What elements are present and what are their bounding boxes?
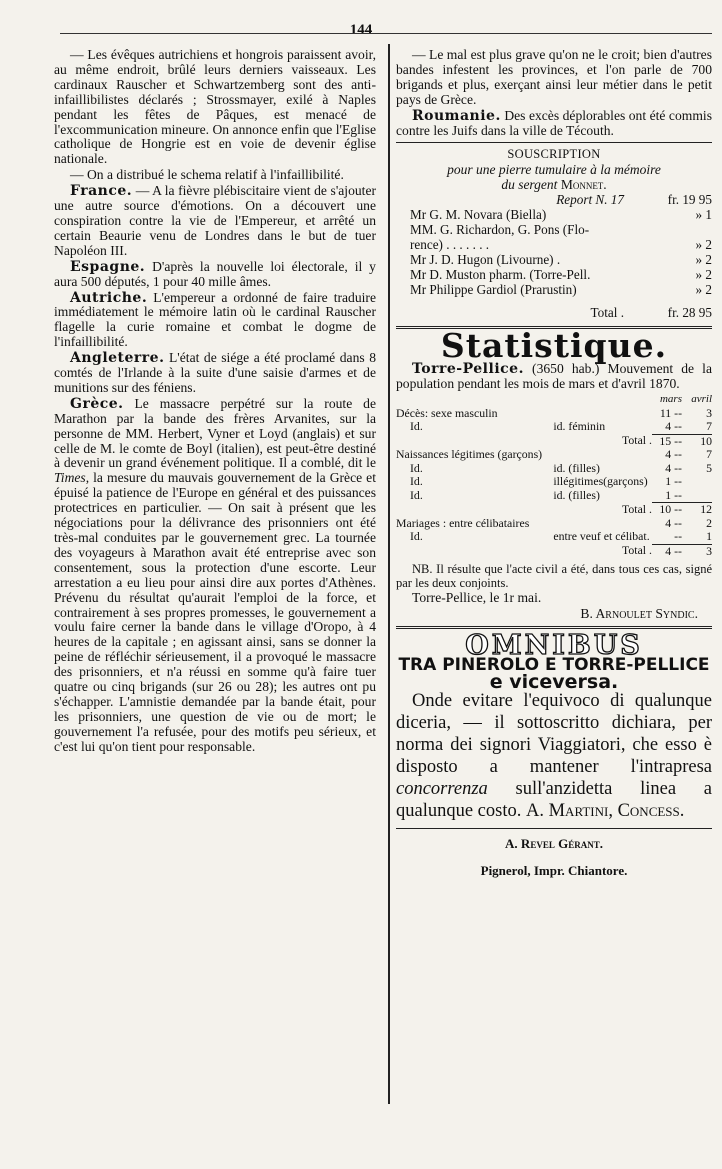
stat-mars-value: -- bbox=[674, 529, 682, 544]
subscription-row bbox=[396, 207, 712, 222]
omnibus-return: e viceversa. bbox=[489, 670, 619, 693]
subscription-subtitle-2 bbox=[396, 177, 712, 192]
statistics-title: Statistique. bbox=[440, 326, 668, 366]
omnibus-body bbox=[396, 690, 712, 822]
omnibus-top-rule bbox=[396, 626, 712, 629]
stat-category: Décès: sexe masculin bbox=[396, 405, 498, 420]
stat-subcategory: id. (filles) bbox=[553, 487, 600, 502]
subscription-row bbox=[396, 282, 712, 297]
subscription-row bbox=[396, 252, 712, 267]
statistics-row bbox=[396, 420, 712, 434]
stat-category: Id. bbox=[410, 529, 423, 544]
france-paragraph bbox=[54, 184, 376, 259]
stat-category: Id. bbox=[410, 419, 423, 434]
stat-mars-value: 1 -- bbox=[665, 474, 682, 489]
subscription-row bbox=[396, 222, 712, 237]
omnibus-body-1: Onde evitare l'equivoco di qualunque diceria, — il sottoscritto dichiara, per norma dei signori Viaggiatori, che esso è disposto a mantener l'intrapresa bbox=[396, 690, 712, 777]
times-name: Times bbox=[54, 470, 86, 486]
espagne-heading: Espagne. bbox=[70, 258, 146, 275]
imprint-line: Pignerol, Impr. Chiantore. bbox=[480, 862, 628, 878]
subscriber-amount: » 2 bbox=[695, 282, 712, 298]
subscriber-name: Mr J. D. Hugon (Livourne) . bbox=[410, 252, 561, 268]
stat-avril-value bbox=[682, 489, 712, 503]
subscriber-name: MM. G. Richardon, G. Pons (Flo- bbox=[410, 222, 590, 238]
gerant-rule bbox=[396, 828, 712, 829]
stat-mars-value: 4 -- bbox=[665, 460, 682, 475]
roumanie-text: Des excès déplorables ont été commis contre les Juifs dans la ville de Técouth. bbox=[396, 107, 712, 138]
stat-avril-value: 12 bbox=[682, 503, 712, 517]
grece-text-1: Le massacre perpétré sur la route de Marathon par la bande des frères Arvanites, sur la personne de MM. Herbert, Vyner et Loyd (anglais) et sur celle de M. le comte de Boyl (italien), est peut-être destiné à devenir un grand événement politique. Il a comblé, dit le bbox=[54, 395, 376, 471]
stat-mars-value: 4 -- bbox=[652, 544, 682, 558]
subscriber-amount: » 1 bbox=[695, 207, 712, 223]
omnibus-signature: A. Martini, Concess. bbox=[526, 800, 685, 821]
stat-avril-value: 2 bbox=[706, 515, 712, 530]
stat-avril-value: 3 bbox=[682, 544, 712, 558]
stat-subcategory bbox=[545, 517, 652, 531]
gerant-line: A. Revel Gérant. bbox=[505, 835, 603, 851]
subscription-total-row bbox=[396, 305, 712, 320]
omnibus-body-2: sull'anzidetta linea a qualunque costo. bbox=[396, 778, 712, 821]
stat-subcategory: Total . bbox=[622, 501, 652, 516]
stat-subcategory: Total . bbox=[622, 433, 652, 448]
omnibus-title: OMNIBUS bbox=[465, 629, 643, 661]
stat-avril-value: 5 bbox=[706, 460, 712, 475]
grece-paragraph bbox=[54, 397, 376, 755]
angleterre-text: L'état de siége a été proclamé dans 8 comtés de l'Irlande à la suite d'une saisie d'armes et de munitions sur des féniens. bbox=[54, 350, 376, 395]
brigands-paragraph: — Le mal est plus grave qu'on ne le croit; bien d'autres bandes infestent les provinces, et l'on parle de 700 brigands et plus, exerçant ainsi leur métier dans le petit pays de Grèce. bbox=[396, 47, 712, 107]
autriche-paragraph bbox=[54, 291, 376, 351]
stat-subcategory bbox=[545, 407, 652, 421]
subscription-subtitle-text: du sergent bbox=[501, 177, 558, 193]
stat-mars-value: 4 -- bbox=[665, 447, 682, 462]
roumanie-paragraph bbox=[396, 109, 712, 139]
stat-mars-value: 10 -- bbox=[652, 503, 682, 517]
stat-category: Naissances légitimes (garçons) bbox=[396, 447, 543, 462]
stat-category: Id. bbox=[410, 460, 423, 475]
statistics-row bbox=[396, 475, 712, 489]
subscriber-name: Mr D. Muston pharm. (Torre-Pell. bbox=[410, 267, 591, 283]
stat-category bbox=[396, 503, 545, 517]
statistics-total-row bbox=[396, 434, 712, 448]
statistics-header-row bbox=[396, 393, 712, 407]
statistics-signer: B. Arnoulet Syndic. bbox=[580, 605, 698, 621]
report-amount: fr. 19 95 bbox=[667, 192, 712, 208]
subscription-total-label: Total . bbox=[590, 305, 624, 321]
stat-category: Mariages : entre célibataires bbox=[396, 515, 530, 530]
header-rule bbox=[60, 33, 712, 34]
statistics-row bbox=[396, 407, 712, 421]
stat-avril-value: 7 bbox=[706, 419, 712, 434]
subscriber-amount: » 2 bbox=[695, 237, 712, 253]
france-text: — A la fièvre plébiscitaire vient de s'ajouter une autre source d'émotions. On a découvert une conspiration contre la vie de l'Empereur, et arrêté un certain Beaurie venu de Londres dans le but de tuer Napoléon III. bbox=[54, 183, 377, 258]
stat-mars-value: 1 -- bbox=[665, 487, 682, 502]
statistics-place-date: Torre-Pellice, le 1r mai. bbox=[412, 590, 542, 606]
statistics-row bbox=[396, 530, 712, 544]
france-heading: France. bbox=[70, 183, 133, 200]
statistics-table bbox=[396, 393, 712, 558]
statistics-intro bbox=[396, 362, 712, 392]
statistics-note: NB. Il résulte que l'acte civil a été, dans tous ces cas, signé par les deux conjoints. bbox=[396, 562, 712, 591]
angleterre-paragraph bbox=[54, 351, 376, 396]
stat-avril-value: 3 bbox=[706, 405, 712, 420]
statistics-total-row bbox=[396, 503, 712, 517]
stat-subcategory: id. (filles) bbox=[553, 460, 600, 475]
stat-mars-value: 11 -- bbox=[659, 405, 682, 420]
col-mars: mars bbox=[659, 393, 682, 406]
statistics-intro-text: (3650 hab.) Mouvement de la population pendant les mois de mars et d'avril 1870. bbox=[396, 361, 712, 392]
stat-mars-value: 15 -- bbox=[652, 434, 682, 448]
grece-heading: Grèce. bbox=[70, 395, 124, 412]
statistics-row bbox=[396, 462, 712, 476]
right-column bbox=[396, 48, 712, 878]
stat-category: Id. bbox=[410, 487, 423, 502]
stat-subcategory: illégitimes(garçons) bbox=[553, 474, 648, 489]
stat-subcategory: entre veuf et célibat. bbox=[553, 529, 650, 544]
subscription-subtitle-name: Monnet. bbox=[560, 177, 607, 193]
espagne-text: D'après la nouvelle loi électorale, il y aura 500 députés, 1 pour 40 mille âmes. bbox=[54, 258, 376, 289]
subscriber-amount: » 2 bbox=[695, 252, 712, 268]
subscription-title: SOUSCRIPTION bbox=[507, 147, 601, 162]
stat-subcategory: id. féminin bbox=[553, 419, 606, 434]
subscription-top-rule bbox=[396, 142, 712, 143]
grece-text-2: , la mesure du mauvais gouvernement de la Grèce et épuisé la patience de l'Europe en général et des puissances protectrices en particulier. — On sait à présent que les négociations pour la délivrance des prisonniers ont été très-mal conduites par le gouvernement grec. La tournée des voyageurs à Marathon avait été entreprise avec son consentement, sous la protection d'une escorte. Leur arrestation a eu lieu pour ainsi dire aux portes d'Athènes. Prévenu du résultat qu'aurait l'emploi de la force, et contrairement à ses propres promesses, le gouvernement a voulu faire cerner la bande dans le village d'Oropo, à 4 heures de la capitale ; en agissant ainsi, sans se donner la peine de réfléchir sérieusement, il a provoqué le massacre des prisonniers, et n'a réussi en somme qu'à faire tuer quatre ou cinq brigands (sur 26 ou 28); les autres ont pu s'échapper. L'amnistie demandée par la bande était, pour les prisonniers, une question de vie ou de mort; le gouvernement l'a refusée, pour des motifs peu sérieux, et c'est lui qu'on tient pour responsable. bbox=[54, 470, 376, 754]
espagne-paragraph bbox=[54, 260, 376, 290]
stat-avril-value: 1 bbox=[706, 529, 712, 544]
subscriber-name: Mr Philippe Gardiol (Prarustin) bbox=[410, 282, 577, 298]
stat-avril-value: 7 bbox=[706, 447, 712, 462]
subscription-row bbox=[396, 237, 712, 252]
statistics-row bbox=[396, 489, 712, 503]
stat-subcategory bbox=[545, 448, 652, 462]
left-column bbox=[54, 48, 376, 756]
page-number: 144 bbox=[349, 22, 373, 38]
stat-category: Id. bbox=[410, 474, 423, 489]
austria-bishops-paragraph: — Les évêques autrichiens et hongrois paraissent avoir, au même endroit, brûlé leurs derniers vaisseaux. Les cardinaux Rauscher et Schwartzemberg sont des anti-infaillibilistes déclarés ; Strossmayer, exilé à Naples pendant les fêtes de Pâques, est menacé de l'excommunication mineure. On annonce enfin que l'Eglise catholique de Hongrie est en voie de devenir église nationale. bbox=[54, 47, 376, 167]
statistics-place: Torre-Pellice. bbox=[412, 361, 524, 378]
statistics-total-row bbox=[396, 544, 712, 558]
roumanie-heading: Roumanie. bbox=[412, 107, 501, 124]
subscriber-amount: » 2 bbox=[695, 267, 712, 283]
autriche-text: L'empereur a ordonné de faire traduire immédiatement le mémoire latin où le cardinal Rauscher flagelle la curie romaine et combat le dogme de l'infaillibilité. bbox=[54, 289, 376, 350]
stat-category bbox=[396, 544, 545, 558]
subscription-subtitle-1: pour une pierre tumulaire à la mémoire bbox=[447, 162, 661, 178]
omnibus-route: TRA PINEROLO E TORRE-PELLICE bbox=[398, 654, 710, 675]
subscriber-name: rence) . . . . . . . bbox=[410, 237, 490, 253]
stat-mars-value: 4 -- bbox=[665, 515, 682, 530]
col-avril: avril bbox=[691, 393, 712, 406]
column-divider bbox=[388, 44, 390, 1104]
subscription-report-row bbox=[396, 192, 712, 207]
statistics-row bbox=[396, 448, 712, 462]
autriche-heading: Autriche. bbox=[70, 289, 148, 306]
stat-subcategory: Total . bbox=[622, 543, 652, 558]
subscriber-amount bbox=[642, 222, 712, 237]
subscription-list bbox=[396, 207, 712, 297]
angleterre-heading: Angleterre. bbox=[70, 350, 165, 367]
report-label: Report N. 17 bbox=[556, 192, 624, 208]
statistics-row bbox=[396, 517, 712, 531]
subscription-row bbox=[396, 267, 712, 282]
omnibus-concorrenza: concorrenza bbox=[396, 778, 488, 799]
stat-category bbox=[396, 434, 545, 448]
stat-avril-value: 10 bbox=[682, 434, 712, 448]
stat-mars-value: 4 -- bbox=[665, 419, 682, 434]
subscriber-name: Mr G. M. Novara (Biella) bbox=[410, 207, 547, 223]
schema-paragraph: — On a distribué le schema relatif à l'infaillibilité. bbox=[70, 167, 344, 183]
subscription-total-amount: fr. 28 95 bbox=[667, 305, 712, 321]
stat-avril-value bbox=[682, 475, 712, 489]
